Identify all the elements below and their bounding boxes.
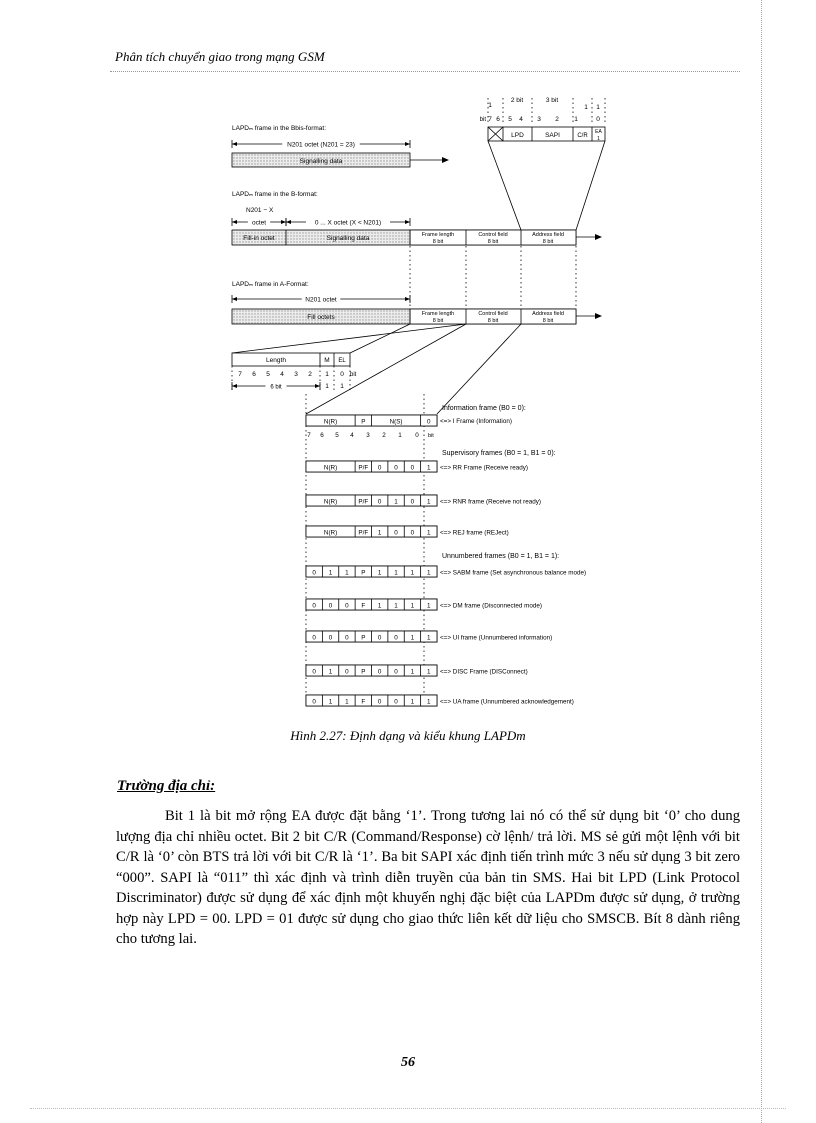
frame-cell: 1 <box>410 569 415 577</box>
frame-cell: 0 <box>394 464 398 472</box>
frame-cell: 1 <box>427 634 431 642</box>
bit-count-label: 1 <box>325 383 329 390</box>
frame-cell: P/F <box>358 498 369 506</box>
page-number: 56 <box>401 1055 415 1070</box>
bit-number: 0 <box>596 116 600 123</box>
bit-number: 4 <box>519 116 523 123</box>
frame-cell: 0 <box>377 668 382 676</box>
frame-cell: 1 <box>328 569 333 577</box>
frame-cell: N(R) <box>323 418 338 426</box>
bit-number: 2 <box>555 116 559 123</box>
zoom-line <box>437 324 521 414</box>
frame-cell: N(R) <box>323 498 338 506</box>
a-format-label: LAPDₘ frame in A-Format: <box>232 281 309 288</box>
b-fill-octet: Fill-in octet <box>243 235 275 242</box>
dimension-label: 0 ... X octet (X < N201) <box>314 219 382 227</box>
bit-number: 5 <box>508 116 512 123</box>
zoom-line <box>350 324 410 353</box>
bit-number: 4 <box>350 432 354 439</box>
body-paragraph: Bit 1 là bit mở rộng EA được đặt bằng ‘1’. Trong tương lai nó có thể sử dụng bit ‘0’ cho dung lượng địa chỉ nhiều octet. Bit 2 bit C/R (Command/Response) cờ lệnh/ trả lời. MS sẻ gửi một lệnh với bit C/R là ‘0’ còn BTS trả lời với bit C/R là ‘1’. Ba bit SAPI xác định tiến trình mức 3 nếu sử dụng 3 bit zero “000”. SAPI là “011” thì xác định và trình diễn truyền của bản tin SMS. Hai bit LPD (Link Protocol Discriminator) được sử dụng để xác định một khuyến nghị đặc biệt của LAPDm được sử dụng, ở trường hợp này LPD = 00. LPD = 01 được sử dụng cho giao thức liên kết dữ liệu cho SMSCB. Bít 8 dành riêng cho tương lai. <box>116 808 740 947</box>
frame-cell: 1 <box>410 634 415 642</box>
bit-word: bit <box>479 117 486 123</box>
b-signalling-data: Signalling data <box>326 235 370 242</box>
bit-number: 3 <box>537 116 541 123</box>
bit-size: 8 bit <box>432 239 444 245</box>
bbis-data-label: Signalling data <box>299 158 343 165</box>
frame-desc: <=> DISC Frame (DISConnect) <box>440 668 528 676</box>
frame-cell: 0 <box>328 602 333 610</box>
frame-cell: 1 <box>427 602 431 610</box>
margin-rule <box>761 0 762 1123</box>
cr-field: C/R <box>577 133 588 139</box>
bit-number: 2 <box>308 371 312 378</box>
a-control-field: Control field <box>478 311 508 317</box>
bbis-format-label: LAPDₘ frame in the Bbis-format: <box>232 125 326 132</box>
supervisory-title: Supervisory frames (B0 = 1, B1 = 0): <box>442 450 556 457</box>
frame-cell: P/F <box>358 529 369 537</box>
arrow-head <box>232 384 237 388</box>
frame-cell: 0 <box>312 569 316 577</box>
arrow-head <box>232 297 237 301</box>
bit-number: 4 <box>280 371 284 378</box>
frame-cell: 0 <box>394 668 398 676</box>
frame-cell: 1 <box>345 569 349 577</box>
frame-cell: 1 <box>427 569 431 577</box>
unnumbered-title: Unnumbered frames (B0 = 1, B1 = 1): <box>442 553 560 560</box>
frame-desc: <=> I Frame (Information) <box>440 418 512 425</box>
b-format-label: LAPDₘ frame in the B-format: <box>232 191 318 198</box>
frame-cell: 0 <box>410 529 415 537</box>
frame-cell: 1 <box>427 464 431 472</box>
arrow-head <box>232 220 237 224</box>
bit-number: 6 <box>496 116 500 123</box>
arrow-head <box>281 220 286 224</box>
frame-cell: P <box>361 418 366 426</box>
frame-cell: 0 <box>410 464 415 472</box>
frame-cell: 0 <box>394 529 398 537</box>
el-field: EL <box>338 358 346 364</box>
b-control-field: Control field <box>478 232 508 238</box>
frame-desc: <=> UI frame (Unnumbered information) <box>440 634 553 642</box>
frame-cell: P <box>361 569 366 577</box>
bit-count-label: 1 <box>584 104 588 111</box>
bit-number: 7 <box>307 432 311 439</box>
bit-number: 5 <box>335 432 339 439</box>
frame-cell: 0 <box>345 602 349 610</box>
arrow-head <box>405 220 410 224</box>
frame-cell: 1 <box>377 529 382 537</box>
arrow-head <box>286 220 291 224</box>
frame-cell: 0 <box>345 668 349 676</box>
dimension-label: 6 bit <box>270 384 282 391</box>
bit-number: 2 <box>382 432 386 439</box>
frame-cell: 1 <box>427 529 431 537</box>
ea-value: 1 <box>597 136 600 142</box>
header-rule <box>110 71 740 72</box>
frame-cell: F <box>361 698 366 706</box>
frame-desc: <=> RNR frame (Receive not ready) <box>440 498 541 506</box>
frame-cell: 0 <box>377 634 382 642</box>
ea-field: EA <box>595 129 602 135</box>
bit-count-label: 3 bit <box>545 97 559 104</box>
frame-cell: 1 <box>394 602 398 610</box>
frame-desc: <=> REJ frame (REJect) <box>440 529 509 537</box>
section-title: Trường địa chỉ: <box>117 778 216 794</box>
bit-number: 0 <box>415 432 419 439</box>
m-field: M <box>324 357 330 364</box>
frame-cell: N(R) <box>323 529 338 537</box>
arrow-head <box>405 142 410 146</box>
frame-cell: 1 <box>328 668 333 676</box>
frame-cell: 0 <box>328 634 333 642</box>
bit-count-label: 1 <box>488 102 492 109</box>
a-frame-length: Frame length <box>421 311 455 317</box>
footer-rule <box>30 1108 786 1109</box>
bit-word: bit <box>428 433 434 439</box>
bit-number: 7 <box>488 116 492 123</box>
frame-cell: P <box>361 634 366 642</box>
frame-desc: <=> DM frame (Disconnected mode) <box>440 602 543 610</box>
frame-cell: 0 <box>345 634 349 642</box>
bit-number: 3 <box>366 432 370 439</box>
bit-number: 0 <box>340 371 344 378</box>
arrow-head <box>442 157 449 163</box>
a-address-field: Address field <box>532 311 564 317</box>
bit-number: 1 <box>574 116 578 123</box>
bit-size: 8 bit <box>487 318 499 324</box>
frame-cell: P/F <box>358 464 369 472</box>
page-header: Phân tích chuyển giao trong mạng GSM <box>115 49 325 64</box>
arrow-head <box>595 313 602 319</box>
zoom-line <box>488 141 521 230</box>
lapdm-frame-diagram <box>224 94 624 714</box>
frame-desc: <=> SABM frame (Set asynchronous balance mode) <box>440 569 587 577</box>
frame-cell: 1 <box>427 698 431 706</box>
bit-number: 3 <box>294 371 298 378</box>
frame-cell: 0 <box>377 498 382 506</box>
frame-cell: 0 <box>427 418 431 426</box>
length-octet-box <box>232 353 350 366</box>
zoom-line <box>576 141 605 230</box>
frame-cell: 0 <box>312 698 316 706</box>
bit-number: 7 <box>238 371 242 378</box>
frame-desc: <=> RR Frame (Receive ready) <box>440 464 529 472</box>
zoom-line <box>306 324 466 414</box>
frame-cell: 1 <box>377 602 382 610</box>
frame-cell: 0 <box>312 634 316 642</box>
bit-number: 1 <box>398 432 402 439</box>
length-field: Length <box>266 357 286 364</box>
bit-word: bit <box>350 372 357 378</box>
sapi-field: SAPI <box>545 132 560 139</box>
bit-number: 5 <box>266 371 270 378</box>
bit-size: 8 bit <box>542 318 554 324</box>
b-address-field: Address field <box>532 232 564 238</box>
frame-cell: 1 <box>427 498 431 506</box>
frame-cell: 1 <box>345 698 349 706</box>
frame-cell: 0 <box>377 464 382 472</box>
arrow-head <box>405 297 410 301</box>
frame-cell: 1 <box>394 569 398 577</box>
frame-cell: N(R) <box>323 464 338 472</box>
arrow-head <box>595 234 602 240</box>
frame-cell: 1 <box>394 498 398 506</box>
dimension-label: octet <box>251 219 267 227</box>
frame-cell: 0 <box>394 698 398 706</box>
bit-number: 6 <box>320 432 324 439</box>
frame-cell: N(S) <box>389 418 403 426</box>
dimension-label: N201 octet <box>305 296 337 304</box>
lpd-field: LPD <box>511 132 524 139</box>
frame-cell: 1 <box>410 668 415 676</box>
frame-cell: 1 <box>410 698 415 706</box>
bit-size: 8 bit <box>542 239 554 245</box>
frame-cell: F <box>361 602 366 610</box>
info-frame-title: Information frame (B0 = 0): <box>442 405 526 412</box>
figure-caption: Hình 2.27: Định dạng và kiểu khung LAPDm <box>290 728 526 743</box>
a-fill-octets: Fill octets <box>307 314 335 321</box>
frame-cell: 1 <box>427 668 431 676</box>
frame-cell: P <box>361 668 366 676</box>
frame-cell: 0 <box>410 498 415 506</box>
dimension-label: N201 octet (N201 = 23) <box>287 141 355 149</box>
bit-size: 8 bit <box>487 239 499 245</box>
frame-cell: 0 <box>312 668 316 676</box>
frame-desc: <=> UA frame (Unnumbered acknowledgement) <box>440 698 574 706</box>
frame-cell: 0 <box>394 634 398 642</box>
bit-count-label: 1 <box>596 104 600 111</box>
frame-cell: 1 <box>410 602 415 610</box>
frame-cell: 1 <box>328 698 333 706</box>
arrow-head <box>232 142 237 146</box>
bit-number: 1 <box>325 371 329 378</box>
b-n201x-label: N201 − X <box>246 207 274 214</box>
b-frame-length: Frame length <box>421 232 455 238</box>
frame-cell: 1 <box>377 569 382 577</box>
bit-number: 6 <box>252 371 256 378</box>
frame-cell: 0 <box>312 602 316 610</box>
bit-count-label: 2 bit <box>510 97 524 104</box>
frame-cell: 0 <box>377 698 382 706</box>
bit-count-label: 1 <box>340 383 344 390</box>
zoom-line <box>232 324 466 353</box>
arrow-head <box>315 384 320 388</box>
bit-size: 8 bit <box>432 318 444 324</box>
